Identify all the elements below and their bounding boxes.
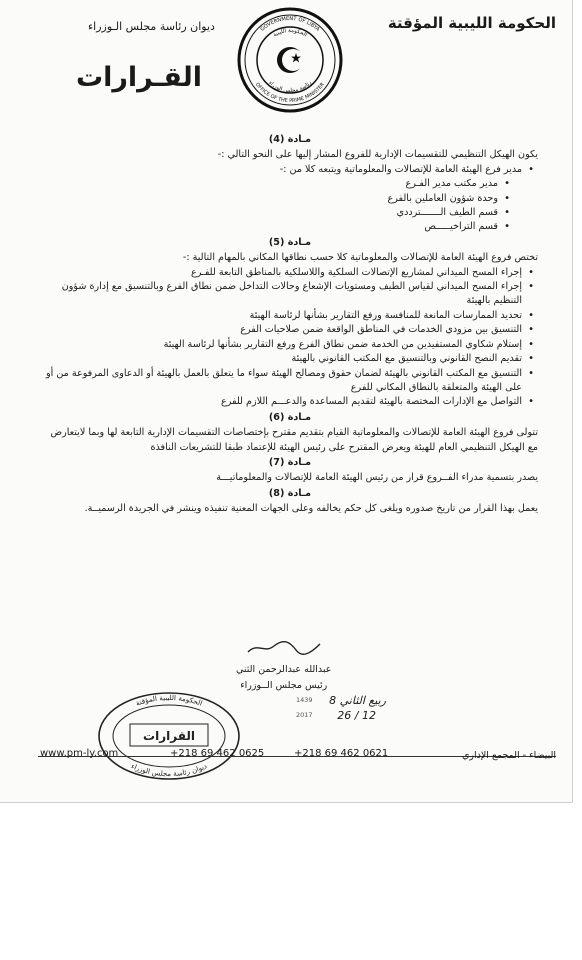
article-4-sublist [42,177,538,235]
article-8-text: يعمل بهذا القرار من تاريخ صدوره ويلغى كل حكم يخالفه وعلى الجهات المعنية تنفيذه وينشر في الجريدة الرسميــة. [84,503,538,515]
article-5-heading: مـادة (5) [268,236,312,248]
seal-inner-bottom-text: رئاسة مجلس الوزراء [267,80,313,95]
list-item: • تقديم النصح القانوني وبالتنسيق مع المكتب القانوني بالهيئة [42,352,522,366]
list-item: • التواصل مع الإدارات المختصة بالهيئة لتقديم المساعدة والدعـــم اللازم للفرع [42,395,522,409]
article-6-heading: مـادة (6) [268,411,312,423]
list-item: • إستلام شكاوي المستفيدين من الخدمة ضمن نطاق الفرع ورفع التقارير بشأنها لرئاسة الهيئة [42,338,522,352]
footer-website: www.pm-ly.com [40,748,119,759]
signatory-title: رئيس مجلس الــوزراء [240,680,328,691]
hijri-date: 8 ربيع الثاني [329,694,386,707]
article-6-text: تتولى فروع الهيئة العامة للإتصالات والمعلوماتية القيام بتقديم مقترح بإختصاصات التقسيمات الإدارية التابعة لها وبما لايتعارض مع الهيكل التنظيمي العام للهيئة ويعرض المقترح على رئيس الهيئة للإعتماد طبقا للتشريعات النافذة [50,427,538,453]
signature-scribble-icon [244,640,324,656]
stamp-label: القرارات [143,729,195,743]
footer-address: البيضاء - المجمع الإداري [461,750,556,761]
list-item: • إجراء المسح الميداني لمشاريع الإتصالات السلكية واللاسلكية بالمناطق التابعة للفـرع [42,266,522,280]
stamp-bottom-text: ديوان رئاسة مجلس الوزراء [129,762,209,778]
list-item: • قسم الطيف الـــــــترددي [42,206,498,220]
article-4-intro: يكون الهيكل التنظيمي للتقسيمات الإدارية للفروع المشار إليها على النحو التالي :- [217,149,538,161]
footer-phone-2: +218 69 462 0621 [294,748,389,759]
seal-bottom-text: OFFICE OF THE PRIME MINISTER [253,81,327,105]
office-name: ديوان رئاسة مجلس الـوزراء [88,20,215,33]
seal-top-text: GOVERNMENT OF LIBYA [259,15,321,33]
list-item: • إجراء المسح الميداني لقياس الطيف ومستويات الإشعاع وحالات التداخل ضمن نطاق الفرع وبالتنسيق مع إدارة شؤون التنظيم بالهيئة [42,280,522,309]
gregorian-date: 26 / 12 [337,709,376,722]
list-item: • قسم التراخيـــــص [42,220,498,234]
government-seal [236,6,344,114]
footer-phone-1: +218 69 462 0625 [170,748,265,759]
decisions-stamp [96,690,242,782]
article-8-heading: مـادة (8) [268,487,312,499]
seal-inner-top-text: الحكومة الليبية [272,27,308,39]
article-4-heading: مـادة (4) [268,134,312,145]
list-item: • مدير مكتب مدير الفـرع [42,177,498,191]
decisions-title: القـرارات [76,62,203,93]
date-block [296,694,446,722]
stamp-top-text: الحكومة الليبية المؤقتة [134,693,204,708]
list-item: • التنسيق مع المكتب القانوني بالهيئة لضمان حقوق ومصالح الهيئة سواء ما يتعلق بالعمل بالهيئة أو الدعاوى المرفوعة من أو على الهيئة والمتعلقة بالنطاق المكاني للفرع [42,367,522,396]
list-item: • تحديد الممارسات المانعة للمنافسة ورفع التقارير بشأنها لرئاسة الهيئة [42,309,522,323]
svg-text:رئاسة مجلس الوزراء [267,80,313,94]
article-5-intro: تختص فروع الهيئة العامة للإتصالات والمعلوماتية كلا حسب نطاقها المكاني بالمهام التالية :- [182,252,538,264]
article-7-heading: مـادة (7) [268,456,312,468]
crescent-star-icon [277,47,304,73]
article-7-text: يصدر بتسمية مدراء الفــروع قرار من رئيس الهيئة العامة للإتصالات والمعلوماتيـــة [216,472,538,484]
document-body [42,132,538,517]
article-5-list [42,266,538,410]
hijri-year: 1439 [296,696,313,704]
gregorian-year: 2017 [296,711,313,719]
list-item: • التنسيق بين مزودي الخدمات في المناطق الواقعة ضمن صلاحيات الفرع [42,323,522,337]
signature-block [236,640,331,694]
signatory-name: عبدالله عبدالرحمن الثني [236,664,332,675]
list-item: • وحدة شؤون العاملين بالفرع [42,192,498,206]
article-4-item: • مدير فرع الهيئة العامة للإتصالات والمعلوماتية ويتبعه كلا من :- [42,163,522,177]
government-name: الحكومة الليبية المؤقتة [387,14,556,32]
